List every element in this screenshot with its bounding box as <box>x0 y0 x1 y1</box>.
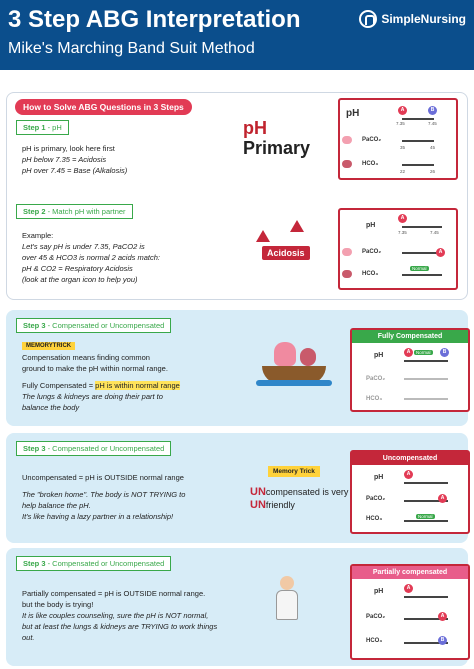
kidney-icon <box>342 160 352 168</box>
uncompensated-text: Uncompensated = pH is OUTSIDE normal range The "broken home". The body is NOT TRYING to help balance the pH. It's like having a lazy partner in a relationship! <box>22 473 186 521</box>
hco3-label: HCO₃ <box>362 271 379 277</box>
lungs-illustration <box>274 342 296 366</box>
ph-range-line <box>402 118 434 120</box>
paco2-label: PaCO₂ <box>366 496 386 502</box>
hco3-range-line <box>402 274 442 276</box>
acid-marker: A <box>404 470 413 479</box>
hco3-range-line <box>402 164 434 166</box>
acid-marker: A <box>438 612 447 621</box>
memory-trick-badge: Memory Trick <box>268 466 320 477</box>
ph-range-line <box>402 226 442 228</box>
partially-panel-title: Partially compensated <box>352 566 468 579</box>
brand-name: SimpleNursing <box>381 12 466 26</box>
paco2-range-line <box>404 378 448 380</box>
acid-marker: A <box>398 214 407 223</box>
lungs-icon <box>342 136 352 144</box>
acid-marker: A <box>404 584 413 593</box>
hco3-range-line <box>404 520 448 522</box>
kidney-illustration <box>300 348 316 366</box>
tick-45: 45 <box>430 145 436 150</box>
page-title: 3 Step ABG Interpretation <box>8 6 301 33</box>
memory-trick-tag: MEMORYTRICK <box>22 342 75 350</box>
tick-735: 7.35 <box>396 121 405 126</box>
ph-range-line <box>404 360 448 362</box>
paco2-label: PaCO₂ <box>366 614 386 620</box>
acidosis-badge: Acidosis <box>262 246 310 260</box>
un-memory-text: UNcompensated is very UNfriendly <box>250 486 349 511</box>
page-subtitle: Mike's Marching Band Suit Method <box>8 40 255 57</box>
tick-35: 35 <box>400 145 406 150</box>
step3-tag: Step 3 - Compensated or Uncompensated <box>16 556 171 571</box>
brand-logo <box>359 10 466 28</box>
ph-label: pH <box>346 108 360 119</box>
lungs-icon <box>342 248 352 256</box>
hco3-range-line <box>404 398 448 400</box>
ph-label: pH <box>374 474 384 481</box>
nurse-cap-icon <box>359 10 377 28</box>
step3-tag: Step 3 - Compensated or Uncompensated <box>16 441 171 456</box>
acid-marker: A <box>398 106 407 115</box>
paco2-label: PaCO₂ <box>362 137 382 143</box>
water-illustration <box>256 380 332 386</box>
base-marker: B <box>438 636 447 645</box>
howto-pill: How to Solve ABG Questions in 3 Steps <box>15 99 192 115</box>
nurse-head-illustration <box>280 576 294 590</box>
ph-range-line <box>404 482 448 484</box>
normal-tag: Normal <box>412 266 427 271</box>
paco2-label: PaCO₂ <box>362 249 382 255</box>
partially-diagram <box>350 564 470 660</box>
hco3-label: HCO₃ <box>366 638 383 644</box>
normal-tag: Normal <box>418 514 433 519</box>
step1-tag: Step 1 - pH <box>16 120 69 135</box>
step3-tag: Step 3 - Compensated or Uncompensated <box>16 318 171 333</box>
kidney-icon <box>342 270 352 278</box>
tick-745: 7.45 <box>430 230 439 235</box>
acid-marker: A <box>404 348 413 357</box>
hco3-label: HCO₃ <box>366 516 383 522</box>
paco2-range-line <box>402 140 434 142</box>
paco2-label: PaCO₂ <box>366 376 386 382</box>
ph-range-line <box>404 596 448 598</box>
step2-tag: Step 2 - Match pH with partner <box>16 204 133 219</box>
normal-tag: Normal <box>416 350 431 355</box>
tick-745: 7.45 <box>428 121 437 126</box>
nurse-body-illustration <box>276 590 298 620</box>
step2-text: Example: Let's say pH is under 7.35, PaCO2 is over 45 & HCO3 is normal 2 acids match: pH & CO2 = Respiratory Acidosis (look at the organ icon to help you) <box>22 231 160 284</box>
ph-label: pH <box>374 352 384 359</box>
fully-panel-title: Fully Compensated <box>352 330 468 343</box>
ph-primary-heading: pH Primary <box>243 118 311 158</box>
step1-text: pH is primary, look here first pH below 7.35 = Acidosis pH over 7.45 = Base (Alkalosis) <box>22 144 128 175</box>
hco3-label: HCO₃ <box>366 396 383 402</box>
ph-label: pH <box>366 222 376 229</box>
warning-icon <box>256 230 270 242</box>
acid-marker: A <box>436 248 445 257</box>
base-marker: B <box>440 348 449 357</box>
tick-735: 7.35 <box>398 230 407 235</box>
acid-marker: A <box>438 494 447 503</box>
uncompensated-panel-title: Uncompensated <box>352 452 468 465</box>
tick-26: 26 <box>430 169 436 174</box>
warning-icon <box>290 220 304 232</box>
fully-text: Compensation means finding common ground to make the pH within normal range. Fully Compensated = pH is within normal range The lungs & kidneys are doing their part to balance the body <box>22 353 180 412</box>
base-marker: B <box>428 106 437 115</box>
header-banner <box>0 0 474 70</box>
ph-label: pH <box>374 588 384 595</box>
partially-text: Partially compensated = pH is OUTSIDE normal range. but the body is trying! It is like couples counseling, sure the pH is NOT normal, but at least the lungs & kidneys are TRYING to work things out. <box>22 589 218 642</box>
hco3-label: HCO₃ <box>362 161 379 167</box>
tick-22: 22 <box>400 169 406 174</box>
